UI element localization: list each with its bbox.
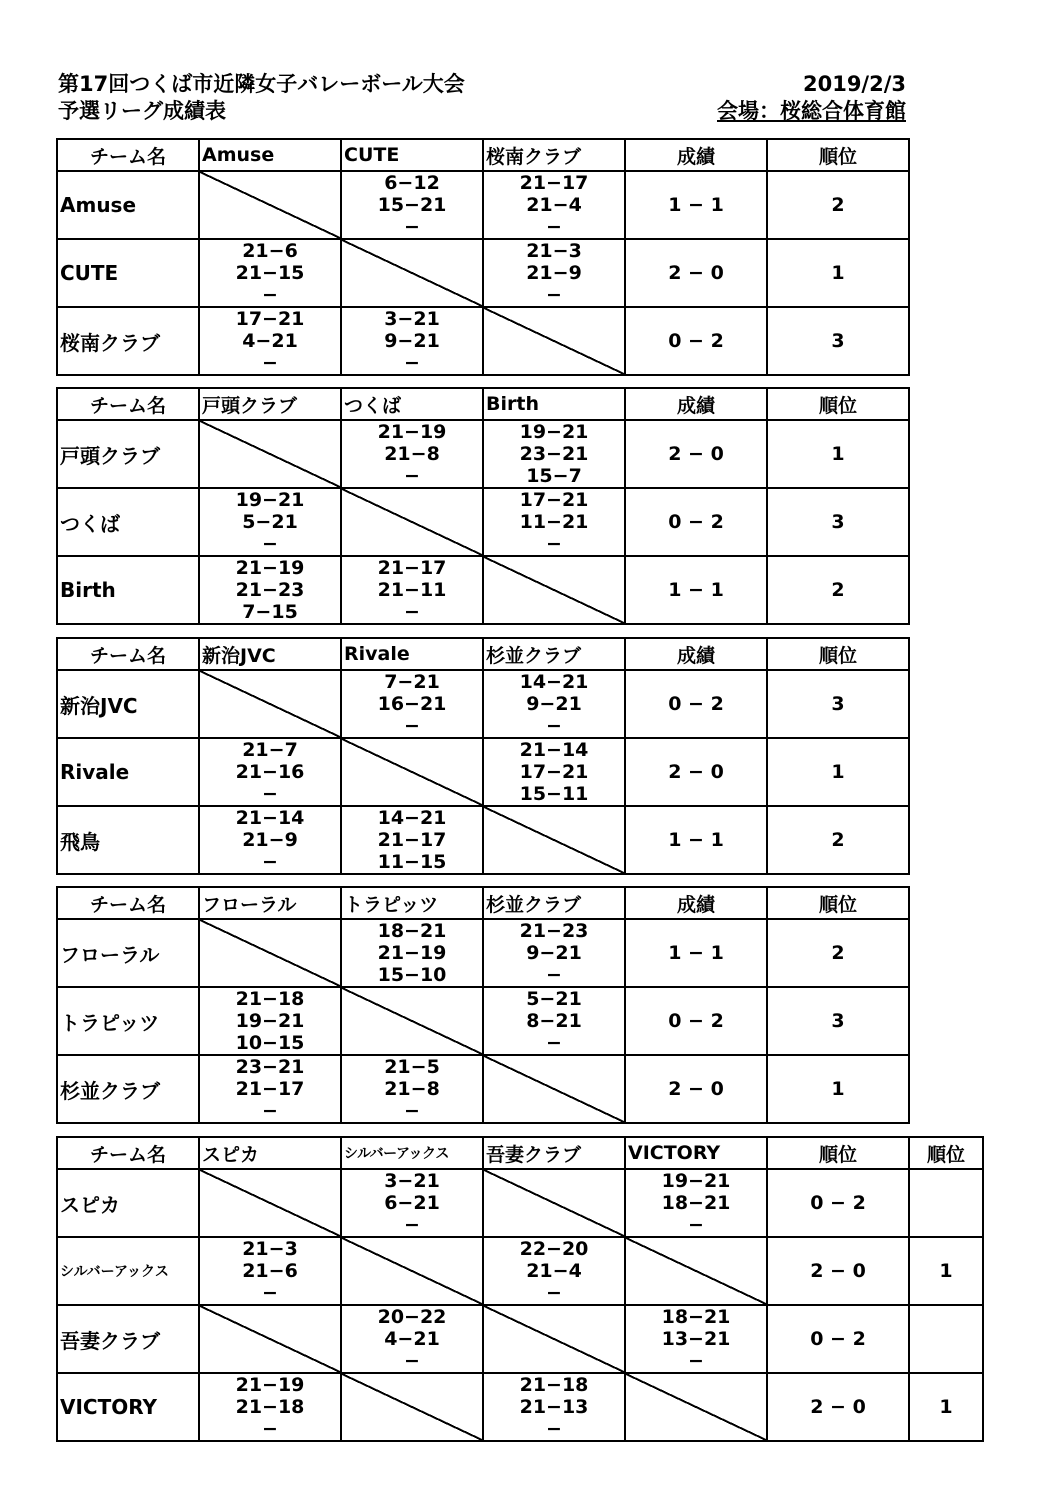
team-name: Birth [57, 556, 199, 624]
team-name: 戸頭クラブ [57, 420, 199, 488]
league-table [56, 1136, 984, 1442]
set-score: 10−15 [235, 1032, 305, 1054]
set-score: 18−21 [661, 1192, 731, 1214]
set-score: 16−21 [377, 693, 447, 715]
event-date: 2019/2/3 [802, 72, 906, 96]
set-score: 5−21 [242, 511, 298, 533]
rank-header: 順位 [767, 638, 909, 670]
rank: 2 [767, 806, 909, 874]
win-loss-record: 2 − 0 [625, 420, 767, 488]
set-score: 21−19 [235, 1374, 305, 1396]
set-score: 15−7 [526, 465, 582, 487]
set-score: 22−20 [519, 1238, 589, 1260]
match-score [341, 171, 483, 239]
opponent-header: トラピッツ [341, 887, 483, 919]
set-score: − [262, 783, 278, 805]
set-score: − [546, 216, 562, 238]
rank: 3 [767, 670, 909, 738]
set-score: − [262, 1282, 278, 1304]
set-score: − [404, 465, 420, 487]
empty-diagonal-cell [341, 488, 483, 556]
record-header: 成績 [625, 887, 767, 919]
set-score: − [262, 1418, 278, 1440]
set-score: 17−21 [235, 308, 305, 330]
empty-diagonal-cell [199, 171, 341, 239]
set-score: 21−18 [235, 1396, 305, 1418]
set-score: 17−21 [519, 761, 589, 783]
table-row [57, 987, 909, 1055]
set-score: 9−21 [526, 693, 582, 715]
match-score [199, 738, 341, 806]
set-score: 11−21 [519, 511, 589, 533]
rank: 3 [767, 987, 909, 1055]
match-score [341, 1055, 483, 1123]
table-row [57, 919, 909, 987]
match-score [199, 556, 341, 624]
set-score: − [404, 352, 420, 374]
empty-diagonal-cell [341, 738, 483, 806]
empty-diagonal-cell [199, 670, 341, 738]
rank: 1 [909, 1237, 983, 1305]
win-loss-record: 1 − 1 [625, 171, 767, 239]
rank [909, 1169, 983, 1237]
empty-diagonal-cell [199, 1305, 341, 1373]
table-row [57, 1055, 909, 1123]
match-score [199, 1373, 341, 1441]
venue: 会場：桜総合体育館 [717, 99, 906, 123]
set-score: − [688, 1214, 704, 1236]
set-score: 21−13 [519, 1396, 589, 1418]
set-score: − [262, 533, 278, 555]
match-score [199, 1055, 341, 1123]
set-score: 15−11 [519, 783, 589, 805]
opponent-header: シルバーアックス [341, 1137, 483, 1169]
win-loss-record: 0 − 2 [625, 488, 767, 556]
set-score: 3−21 [384, 1170, 440, 1192]
match-score [483, 488, 625, 556]
set-score: 19−21 [235, 1010, 305, 1032]
team-name: 吾妻クラブ [57, 1305, 199, 1373]
set-score: 21−3 [242, 1238, 298, 1260]
opponent-header: Amuse [199, 139, 341, 171]
match-score [625, 1305, 767, 1373]
set-score: − [546, 533, 562, 555]
set-score: − [262, 284, 278, 306]
set-score: 21−23 [235, 579, 305, 601]
empty-diagonal-cell [341, 987, 483, 1055]
set-score: 21−6 [242, 240, 298, 262]
opponent-header: CUTE [341, 139, 483, 171]
win-loss-record: 1 − 1 [625, 806, 767, 874]
set-score: 21−23 [519, 920, 589, 942]
set-score: 21−8 [384, 1078, 440, 1100]
league-table [56, 637, 910, 875]
table-row [57, 1305, 983, 1373]
set-score: 18−21 [377, 920, 447, 942]
set-score: 5−21 [526, 988, 582, 1010]
team-name: フローラル [57, 919, 199, 987]
record-header: 成績 [625, 388, 767, 420]
team-name: トラピッツ [57, 987, 199, 1055]
opponent-header: フローラル [199, 887, 341, 919]
rank: 1 [909, 1373, 983, 1441]
set-score: 21−19 [377, 421, 447, 443]
match-score [199, 987, 341, 1055]
set-score: 6−12 [384, 172, 440, 194]
set-score: 21−19 [377, 942, 447, 964]
set-score: − [262, 352, 278, 374]
rank: 2 [767, 556, 909, 624]
win-loss-record: 0 − 2 [625, 307, 767, 375]
set-score: 21−19 [235, 557, 305, 579]
team-name: Amuse [57, 171, 199, 239]
set-score: 11−15 [377, 851, 447, 873]
rank: 3 [767, 307, 909, 375]
table-row [57, 488, 909, 556]
set-score: 14−21 [377, 807, 447, 829]
set-score: − [688, 1350, 704, 1372]
rank: 2 [767, 171, 909, 239]
match-score [199, 1237, 341, 1305]
match-score [341, 806, 483, 874]
rank: 2 [767, 919, 909, 987]
set-score: 17−21 [519, 489, 589, 511]
rank-header: 順位 [767, 388, 909, 420]
opponent-header: VICTORY [625, 1137, 767, 1169]
win-loss-record: 1 − 1 [625, 556, 767, 624]
match-score [483, 987, 625, 1055]
empty-diagonal-cell [483, 806, 625, 874]
team-name: 新治JVC [57, 670, 199, 738]
record-header: 成績 [625, 638, 767, 670]
set-score: − [546, 1032, 562, 1054]
set-score: 19−21 [235, 489, 305, 511]
empty-diagonal-cell [341, 239, 483, 307]
empty-diagonal-cell [625, 1237, 767, 1305]
set-score: 21−11 [377, 579, 447, 601]
set-score: 3−21 [384, 308, 440, 330]
set-score: − [404, 1350, 420, 1372]
match-score [341, 556, 483, 624]
win-loss-record: 0 − 2 [767, 1305, 909, 1373]
team-name-header: チーム名 [57, 1137, 199, 1169]
set-score: 15−10 [377, 964, 447, 986]
set-score: 21−14 [235, 807, 305, 829]
opponent-header: 新治JVC [199, 638, 341, 670]
rank-header: 順位 [909, 1137, 983, 1169]
set-score: 4−21 [384, 1328, 440, 1350]
team-name: 飛鳥 [57, 806, 199, 874]
match-score [483, 1237, 625, 1305]
match-score [483, 919, 625, 987]
set-score: 21−17 [235, 1078, 305, 1100]
set-score: − [546, 284, 562, 306]
set-score: 21−17 [519, 172, 589, 194]
match-score [341, 1305, 483, 1373]
set-score: 14−21 [519, 671, 589, 693]
table-row [57, 420, 909, 488]
set-score: 21−6 [242, 1260, 298, 1282]
win-loss-record: 2 − 0 [625, 1055, 767, 1123]
set-score: − [404, 601, 420, 623]
set-score: 23−21 [519, 443, 589, 465]
opponent-header: Rivale [341, 638, 483, 670]
opponent-header: 杉並クラブ [483, 887, 625, 919]
league-table [56, 138, 910, 376]
match-score [199, 307, 341, 375]
team-name: スピカ [57, 1169, 199, 1237]
empty-diagonal-cell [483, 307, 625, 375]
set-score: − [262, 1100, 278, 1122]
opponent-header: Birth [483, 388, 625, 420]
rank-header: 順位 [767, 887, 909, 919]
empty-diagonal-cell [341, 1373, 483, 1441]
team-name-header: チーム名 [57, 638, 199, 670]
set-score: 21−15 [235, 262, 305, 284]
win-loss-record: 0 − 2 [625, 670, 767, 738]
team-name: CUTE [57, 239, 199, 307]
empty-diagonal-cell [483, 1169, 625, 1237]
set-score: 21−18 [235, 988, 305, 1010]
empty-diagonal-cell [199, 1169, 341, 1237]
set-score: 8−21 [526, 1010, 582, 1032]
set-score: − [404, 1100, 420, 1122]
opponent-header: つくば [341, 388, 483, 420]
set-score: 6−21 [384, 1192, 440, 1214]
set-score: 21−9 [242, 829, 298, 851]
set-score: 7−15 [242, 601, 298, 623]
set-score: 21−17 [377, 557, 447, 579]
set-score: − [546, 964, 562, 986]
empty-diagonal-cell [483, 1305, 625, 1373]
opponent-header: 桜南クラブ [483, 139, 625, 171]
set-score: 18−21 [661, 1306, 731, 1328]
rank [909, 1305, 983, 1373]
table-row [57, 806, 909, 874]
table-row [57, 738, 909, 806]
empty-diagonal-cell [199, 420, 341, 488]
table-row [57, 239, 909, 307]
table-row [57, 1237, 983, 1305]
set-score: 21−8 [384, 443, 440, 465]
set-score: 21−5 [384, 1056, 440, 1078]
opponent-header: 戸頭クラブ [199, 388, 341, 420]
team-name-header: チーム名 [57, 887, 199, 919]
match-score [199, 806, 341, 874]
set-score: 21−14 [519, 739, 589, 761]
set-score: 20−22 [377, 1306, 447, 1328]
rank: 1 [767, 420, 909, 488]
set-score: − [404, 715, 420, 737]
team-name: シルバーアックス [57, 1237, 199, 1305]
match-score [341, 1169, 483, 1237]
set-score: 9−21 [384, 330, 440, 352]
set-score: 7−21 [384, 671, 440, 693]
table-row [57, 556, 909, 624]
set-score: 21−7 [242, 739, 298, 761]
table-row [57, 1373, 983, 1441]
opponent-header: 杉並クラブ [483, 638, 625, 670]
empty-diagonal-cell [199, 919, 341, 987]
record-header: 順位 [767, 1137, 909, 1169]
team-name-header: チーム名 [57, 139, 199, 171]
match-score [483, 171, 625, 239]
team-name: VICTORY [57, 1373, 199, 1441]
win-loss-record: 0 − 2 [767, 1169, 909, 1237]
team-name: 杉並クラブ [57, 1055, 199, 1123]
set-score: − [546, 1418, 562, 1440]
set-score: − [262, 851, 278, 873]
set-score: 15−21 [377, 194, 447, 216]
team-name: つくば [57, 488, 199, 556]
opponent-header: 吾妻クラブ [483, 1137, 625, 1169]
match-score [483, 239, 625, 307]
win-loss-record: 0 − 2 [625, 987, 767, 1055]
set-score: 13−21 [661, 1328, 731, 1350]
team-name: 桜南クラブ [57, 307, 199, 375]
rank: 1 [767, 239, 909, 307]
empty-diagonal-cell [341, 1237, 483, 1305]
win-loss-record: 1 − 1 [625, 919, 767, 987]
match-score [483, 670, 625, 738]
match-score [341, 670, 483, 738]
team-name-header: チーム名 [57, 388, 199, 420]
set-score: 21−4 [526, 194, 582, 216]
rank: 1 [767, 1055, 909, 1123]
rank: 3 [767, 488, 909, 556]
set-score: 21−9 [526, 262, 582, 284]
match-score [483, 1373, 625, 1441]
table-row [57, 670, 909, 738]
set-score: 21−17 [377, 829, 447, 851]
set-score: 19−21 [661, 1170, 731, 1192]
match-score [483, 420, 625, 488]
rank: 1 [767, 738, 909, 806]
win-loss-record: 2 − 0 [767, 1237, 909, 1305]
league-table [56, 886, 910, 1124]
league-table [56, 387, 910, 625]
tournament-title: 第17回つくば市近隣女子バレーボール大会 [58, 72, 465, 96]
win-loss-record: 2 − 0 [767, 1373, 909, 1441]
rank-header: 順位 [767, 139, 909, 171]
set-score: 4−21 [242, 330, 298, 352]
record-header: 成績 [625, 139, 767, 171]
page-subtitle: 予選リーグ成績表 [58, 99, 226, 123]
set-score: − [404, 1214, 420, 1236]
set-score: − [404, 216, 420, 238]
set-score: 9−21 [526, 942, 582, 964]
set-score: 19−21 [519, 421, 589, 443]
set-score: 21−16 [235, 761, 305, 783]
set-score: 21−18 [519, 1374, 589, 1396]
match-score [199, 488, 341, 556]
win-loss-record: 2 − 0 [625, 738, 767, 806]
match-score [199, 239, 341, 307]
table-row [57, 1169, 983, 1237]
set-score: 21−3 [526, 240, 582, 262]
set-score: 21−4 [526, 1260, 582, 1282]
set-score: − [546, 1282, 562, 1304]
table-row [57, 307, 909, 375]
table-row [57, 171, 909, 239]
set-score: 23−21 [235, 1056, 305, 1078]
empty-diagonal-cell [625, 1373, 767, 1441]
opponent-header: スピカ [199, 1137, 341, 1169]
match-score [625, 1169, 767, 1237]
empty-diagonal-cell [483, 556, 625, 624]
team-name: Rivale [57, 738, 199, 806]
match-score [341, 307, 483, 375]
match-score [483, 738, 625, 806]
win-loss-record: 2 − 0 [625, 239, 767, 307]
set-score: − [546, 715, 562, 737]
empty-diagonal-cell [483, 1055, 625, 1123]
match-score [341, 919, 483, 987]
match-score [341, 420, 483, 488]
